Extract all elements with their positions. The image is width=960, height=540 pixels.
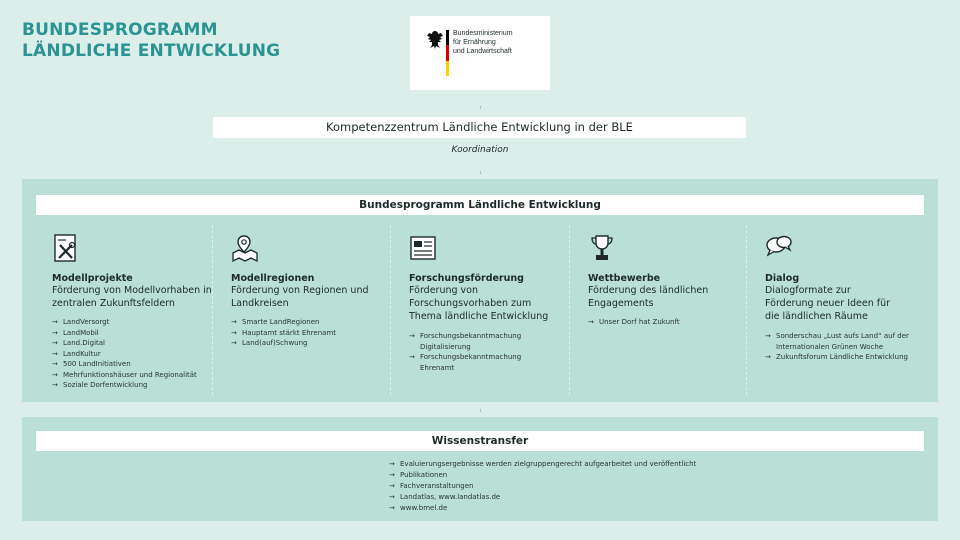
column-items [52,317,217,391]
column-heading: Modellregionen [231,273,315,284]
column-heading: Dialog [765,273,800,284]
kompetenzzentrum-box: Kompetenzzentrum Ländliche Entwicklung in der BLE [213,117,746,138]
column-heading: Forschungsförderung [409,273,524,284]
program-panel [22,179,938,402]
federal-eagle-icon [426,30,444,50]
column-modellprojekte [52,225,217,395]
column-heading: Wettbewerbe [588,273,661,284]
column-description: Förderung von Modellvorhaben in zentralen Zukunftsfeldern [52,285,212,309]
column-items [765,331,925,363]
list-item: → Land.Digital [52,338,217,349]
list-item: → LandMobil [52,328,217,339]
column-dialog [746,225,935,395]
connector-tick [480,409,481,412]
list-item: → LandKultur [52,349,217,360]
list-item: → Soziale Dorfentwicklung [52,380,217,391]
column-description: Förderung von Forschungsvorhaben zum Thema ländliche Entwicklung [409,285,549,322]
column-forschungsfoerderung [390,225,574,395]
list-item: → Evaluierungsergebnisse werden zielgruppengerecht aufgearbeitet und veröffentlicht [389,459,696,470]
list-item: → Sonderschau „Lust aufs Land“ auf der Internationalen Grünen Woche [765,331,925,352]
tools-document-icon [52,233,80,263]
list-item: → Zukunftsforum Ländliche Entwicklung [765,352,925,363]
column-items [409,331,539,373]
newspaper-icon [409,233,437,263]
wissenstransfer-title: Wissenstransfer [36,431,924,451]
connector-tick [480,171,481,174]
column-items [231,317,396,349]
title-line-1: BUNDESPROGRAMM [22,20,218,40]
wissenstransfer-items [389,459,696,514]
list-item: → Forschungsbekanntmachung Ehrenamt [409,352,539,373]
trophy-icon [588,233,616,263]
column-description: Dialogformate zur Förderung neuer Ideen für die ländlichen Räume [765,285,891,322]
ministry-name: Bundesministerium für Ernährung und Landwirtschaft [453,30,513,55]
column-items [588,317,753,328]
list-item: → Smarte LandRegionen [231,317,396,328]
list-item: → LandVersorgt [52,317,217,328]
column-heading: Modellprojekte [52,273,133,284]
list-item: → Landatlas, www.landatlas.de [389,492,696,503]
list-item: → Unser Dorf hat Zukunft [588,317,753,328]
list-item: → Land(auf)Schwung [231,338,396,349]
page-title [22,20,280,62]
list-item: → Forschungsbekanntmachung Digitalisierung [409,331,539,352]
program-title: Bundesprogramm Ländliche Entwicklung [36,195,924,215]
list-item: → Hauptamt stärkt Ehrenamt [231,328,396,339]
list-item: → Fachveranstaltungen [389,481,696,492]
column-description: Förderung von Regionen und Landkreisen [231,285,369,309]
list-item: → www.bmel.de [389,503,696,514]
map-pin-icon [231,233,259,263]
column-wettbewerbe [569,225,738,395]
column-description: Förderung des ländlichen Engagements [588,285,709,309]
list-item: → 500 LandInitiativen [52,359,217,370]
german-flag-stripe [446,30,449,76]
title-line-2: LÄNDLICHE ENTWICKLUNG [22,41,281,61]
speech-bubbles-icon [765,233,793,263]
wissenstransfer-panel [22,417,938,521]
connector-tick [480,106,481,109]
ministry-logo [410,16,550,90]
column-modellregionen [212,225,396,395]
list-item: → Mehrfunktionshäuser und Regionalität [52,370,217,381]
koordination-label: Koordination [451,145,509,155]
list-item: → Publikationen [389,470,696,481]
